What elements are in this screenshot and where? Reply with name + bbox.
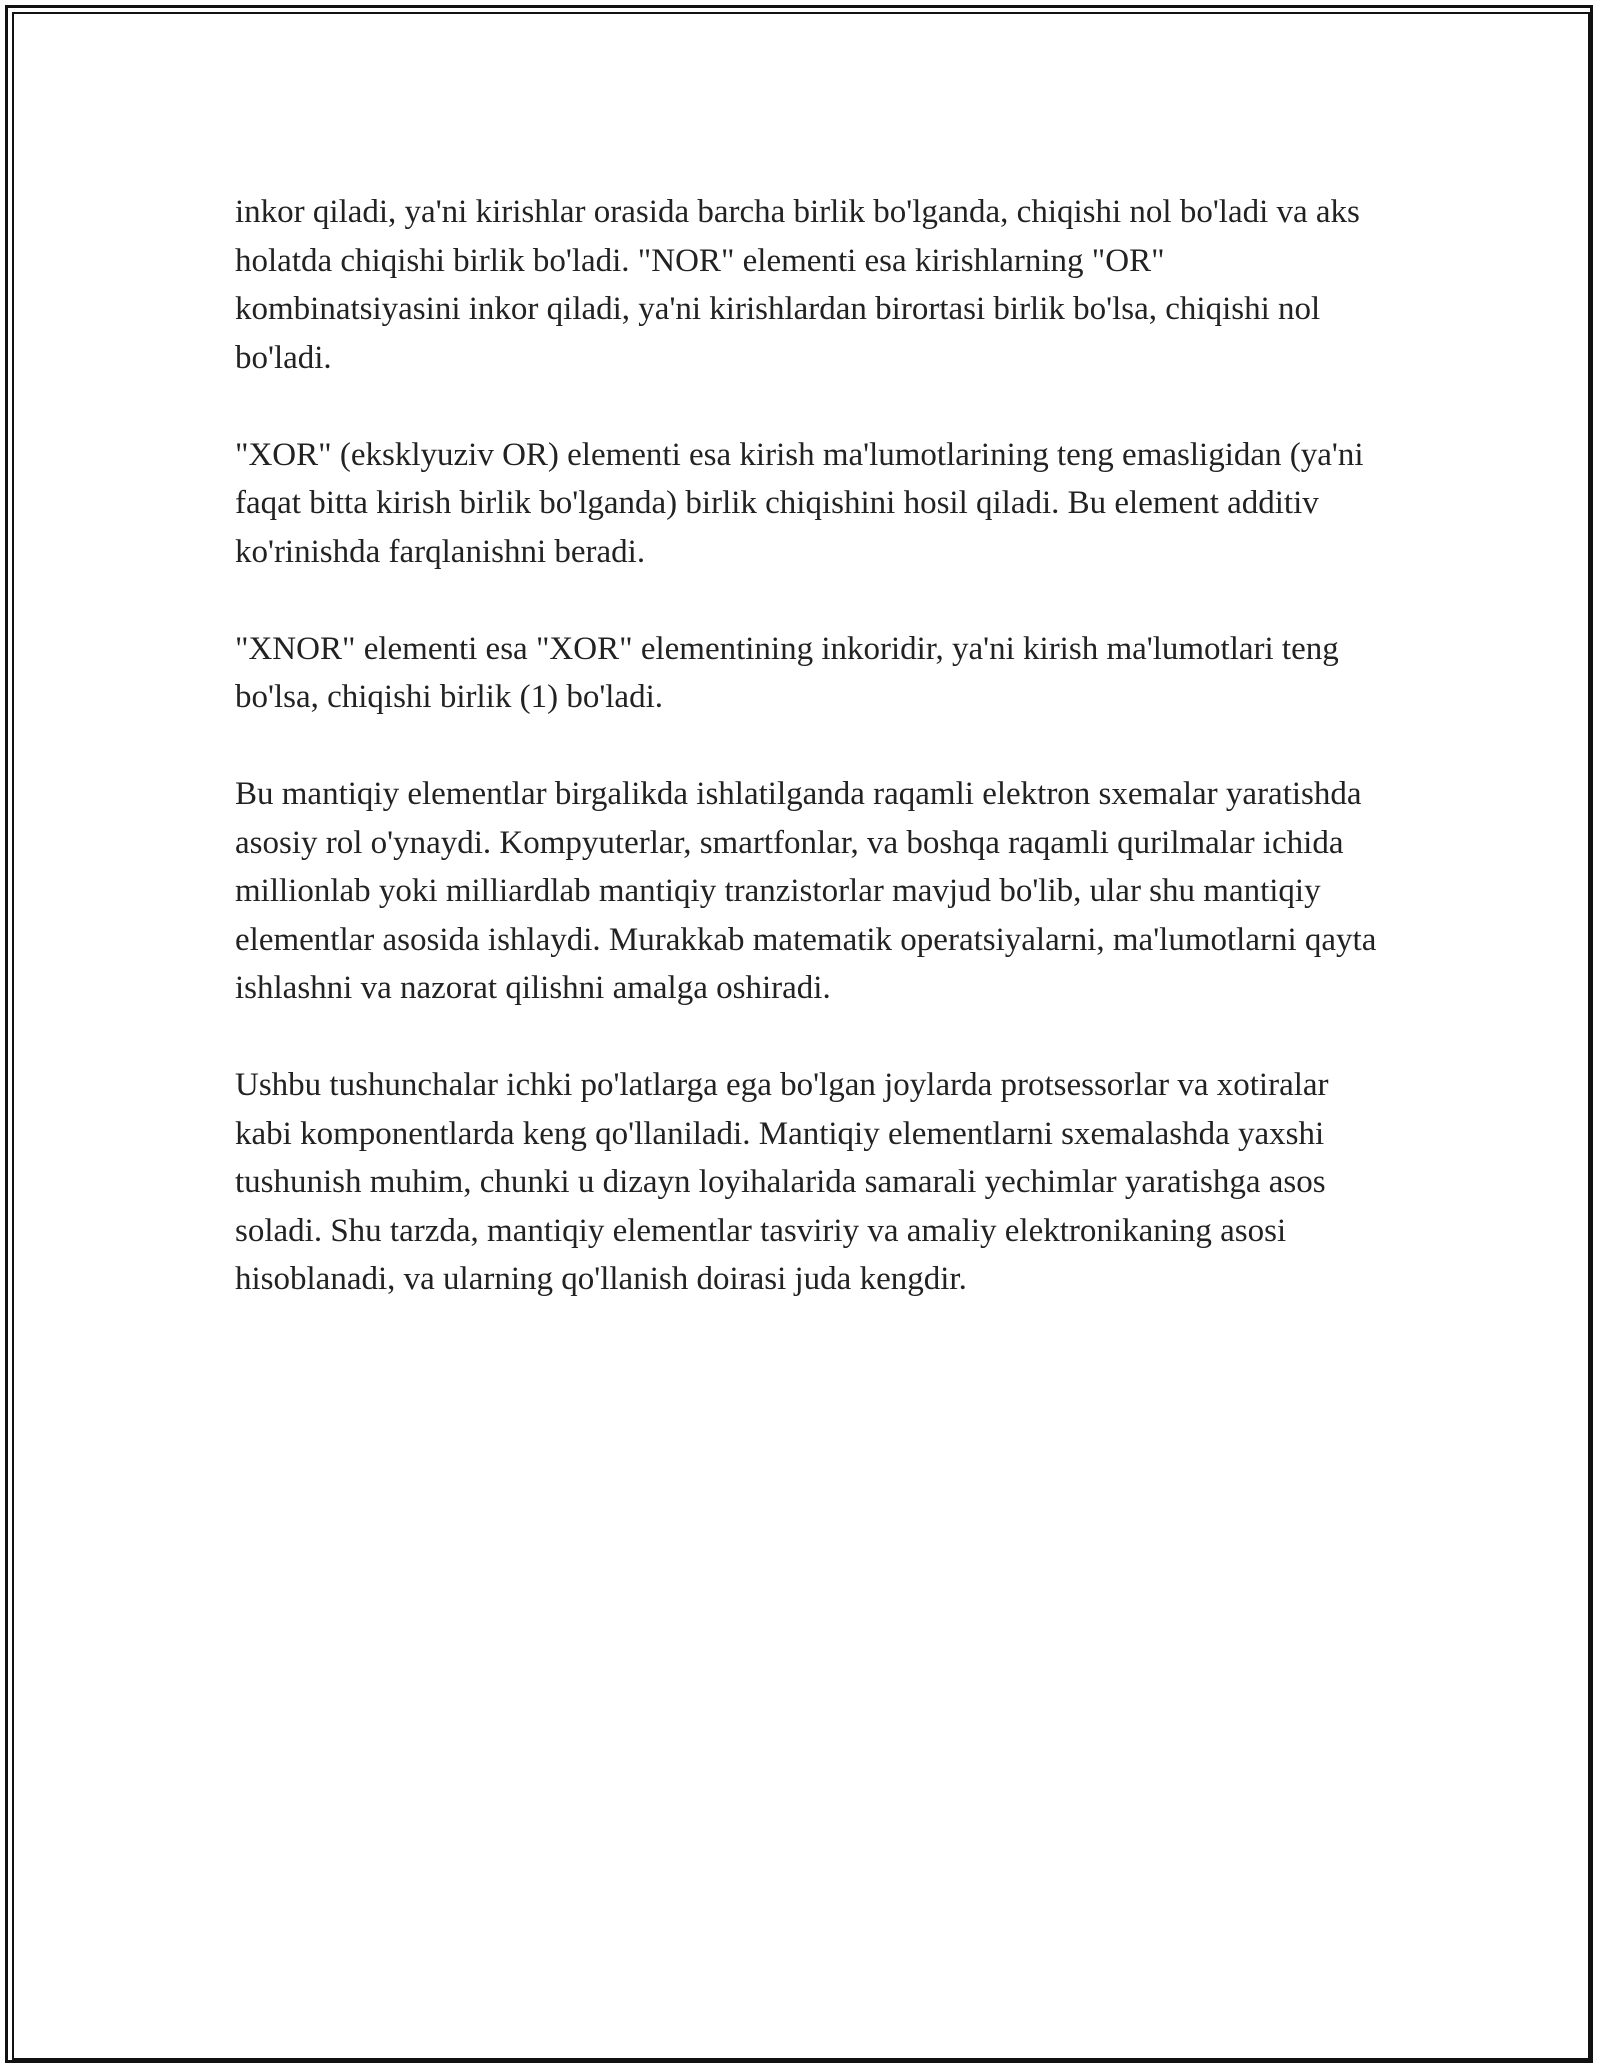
paragraph-5: Ushbu tushunchalar ichki po'latlarga ega bo'lgan joylarda protsessorlar va xotiralar kabi komponentlarda keng qo'llaniladi. Mantiqiy elementlarni sxemalashda yaxshi tushunish muhim, chunki u dizayn loyihalarida samarali yechimlar yaratishga asos soladi. Shu tarzda, mantiqiy elementlar tasviriy va amaliy elektronikaning asosi hisoblanadi, va ularning qo'llanish doirasi juda kengdir. bbox=[235, 1067, 1329, 1297]
document-body bbox=[235, 188, 1385, 1352]
paragraph-2: "XOR" (eksklyuziv OR) elementi esa kirish ma'lumotlarining teng emasligidan (ya'ni faqat bitta kirish birlik bo'lganda) birlik chiqishini hosil qiladi. Bu element additiv ko'rinishda farqlanishni beradi. bbox=[235, 436, 1364, 570]
paragraph-4: Bu mantiqiy elementlar birgalikda ishlatilganda raqamli elektron sxemalar yaratishda asosiy rol o'ynaydi. Kompyuterlar, smartfonlar, va boshqa raqamli qurilmalar ichida millionlab yoki milliardlab mantiqiy tranzistorlar mavjud bo'lib, ular shu mantiqiy elementlar asosida ishlaydi. Murakkab matematik operatsiyalarni, ma'lumotlarni qayta ishlashni va nazorat qilishni amalga oshiradi. bbox=[235, 776, 1377, 1006]
paragraph-3: "XNOR" elementi esa "XOR" elementining inkoridir, ya'ni kirish ma'lumotlari teng bo'lsa, chiqishi birlik (1) bo'ladi. bbox=[235, 630, 1339, 715]
paragraph-1: inkor qiladi, ya'ni kirishlar orasida barcha birlik bo'lganda, chiqishi nol bo'ladi va aks holatda chiqishi birlik bo'ladi. "NOR" elementi esa kirishlarning "OR" kombinatsiyasini inkor qiladi, ya'ni kirishlardan birortasi birlik bo'lsa, chiqishi nol bo'ladi. bbox=[235, 194, 1360, 376]
